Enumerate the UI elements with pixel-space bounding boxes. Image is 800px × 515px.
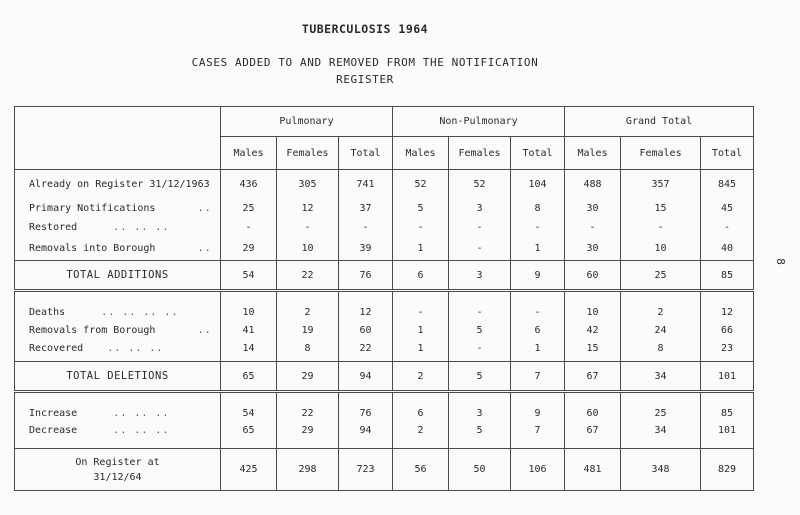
row-label: Recovered .. .. .. [15, 340, 221, 362]
cell: 37 [339, 199, 393, 218]
cell: 845 [701, 170, 754, 199]
cell: 15 [621, 199, 701, 218]
cell: 298 [277, 449, 339, 491]
cell: 22 [339, 340, 393, 362]
cell: 66 [701, 321, 754, 340]
table-row-restored [15, 218, 754, 237]
table-row-removals-from [15, 321, 754, 340]
cell: 10 [565, 291, 621, 321]
cell: 29 [221, 237, 277, 261]
cell: 54 [221, 261, 277, 291]
row-label: On Register at 31/12/64 [15, 449, 221, 491]
table-row-total-deletions [15, 362, 754, 392]
group-header-pulmonary: Pulmonary [221, 107, 393, 137]
cell: 357 [621, 170, 701, 199]
cell: 1 [393, 237, 449, 261]
cell: 52 [393, 170, 449, 199]
cell: 76 [339, 261, 393, 291]
cell: 45 [701, 199, 754, 218]
row-label: Primary Notifications .. [15, 199, 221, 218]
cell: 106 [511, 449, 565, 491]
cell: 22 [277, 392, 339, 423]
cell: 42 [565, 321, 621, 340]
cell: 2 [393, 362, 449, 392]
cell: 54 [221, 392, 277, 423]
row-label: Increase .. .. .. [15, 392, 221, 423]
cell: 30 [565, 237, 621, 261]
cell: - [339, 218, 393, 237]
cell: - [621, 218, 701, 237]
cell: 60 [565, 392, 621, 423]
document-title: TUBERCULOSIS 1964 [301, 22, 429, 36]
cell: 7 [511, 362, 565, 392]
cell: 76 [339, 392, 393, 423]
cell: 8 [621, 340, 701, 362]
col-header: Females [449, 137, 511, 170]
cell: 85 [701, 261, 754, 291]
col-header: Males [393, 137, 449, 170]
cell: 24 [621, 321, 701, 340]
cell: 425 [221, 449, 277, 491]
cell: 60 [565, 261, 621, 291]
cell: 1 [393, 321, 449, 340]
cell: 8 [511, 199, 565, 218]
col-header: Males [221, 137, 277, 170]
row-label: Decrease .. .. .. [15, 423, 221, 449]
cell: - [449, 340, 511, 362]
cell: 1 [511, 340, 565, 362]
cell: - [393, 291, 449, 321]
cell: 56 [393, 449, 449, 491]
subtitle-line-2: REGISTER [336, 73, 394, 86]
notification-register-table [14, 106, 754, 491]
table-row-deaths [15, 291, 754, 321]
cell: 41 [221, 321, 277, 340]
cell: 10 [277, 237, 339, 261]
cell: 19 [277, 321, 339, 340]
col-header: Total [339, 137, 393, 170]
cell: 8 [277, 340, 339, 362]
cell: 6 [511, 321, 565, 340]
cell: 741 [339, 170, 393, 199]
cell: 2 [393, 423, 449, 449]
cell: 39 [339, 237, 393, 261]
cell: - [449, 218, 511, 237]
col-header: Females [277, 137, 339, 170]
cell: 9 [511, 261, 565, 291]
cell: 723 [339, 449, 393, 491]
cell: 22 [277, 261, 339, 291]
cell: 6 [393, 261, 449, 291]
group-header-non-pulmonary: Non-Pulmonary [393, 107, 565, 137]
cell: - [449, 291, 511, 321]
table-row-recovered [15, 340, 754, 362]
cell: 5 [449, 362, 511, 392]
cell: 101 [701, 362, 754, 392]
row-label: Restored .. .. .. [15, 218, 221, 237]
cell: 25 [621, 392, 701, 423]
col-header: Total [511, 137, 565, 170]
cell: - [449, 237, 511, 261]
cell: 30 [565, 199, 621, 218]
cell: 3 [449, 199, 511, 218]
cell: 12 [277, 199, 339, 218]
table-row-on-register [15, 449, 754, 491]
cell: 85 [701, 392, 754, 423]
col-header: Total [701, 137, 754, 170]
cell: 1 [393, 340, 449, 362]
cell: 65 [221, 362, 277, 392]
cell: 481 [565, 449, 621, 491]
cell: 25 [221, 199, 277, 218]
cell: 67 [565, 362, 621, 392]
table-row-increase [15, 392, 754, 423]
row-label: Deaths .. .. .. .. [15, 291, 221, 321]
cell: 2 [621, 291, 701, 321]
subtitle-line-1: CASES ADDED TO AND REMOVED FROM THE NOTIFICATION [191, 56, 539, 69]
row-label: TOTAL ADDITIONS [15, 261, 221, 291]
cell: 60 [339, 321, 393, 340]
cell: 10 [621, 237, 701, 261]
row-label: Removals from Borough .. [15, 321, 221, 340]
cell: 14 [221, 340, 277, 362]
cell: 9 [511, 392, 565, 423]
cell: 12 [701, 291, 754, 321]
cell: 305 [277, 170, 339, 199]
group-header-grand-total: Grand Total [565, 107, 754, 137]
cell: - [221, 218, 277, 237]
cell: 34 [621, 423, 701, 449]
cell: 10 [221, 291, 277, 321]
cell: 94 [339, 423, 393, 449]
cell: 40 [701, 237, 754, 261]
row-label: Removals into Borough .. [15, 237, 221, 261]
cell: 5 [449, 423, 511, 449]
cell: - [393, 218, 449, 237]
cell: 829 [701, 449, 754, 491]
cell: 94 [339, 362, 393, 392]
cell: 25 [621, 261, 701, 291]
cell: - [277, 218, 339, 237]
cell: 50 [449, 449, 511, 491]
cell: - [511, 218, 565, 237]
cell: 436 [221, 170, 277, 199]
cell: 3 [449, 392, 511, 423]
cell: - [701, 218, 754, 237]
header-blank [15, 107, 221, 170]
cell: 1 [511, 237, 565, 261]
cell: 29 [277, 423, 339, 449]
col-header: Females [621, 137, 701, 170]
table-row-removals-into [15, 237, 754, 261]
cell: 104 [511, 170, 565, 199]
cell: 101 [701, 423, 754, 449]
row-label: Already on Register 31/12/1963 [15, 170, 221, 199]
cell: 3 [449, 261, 511, 291]
cell: - [511, 291, 565, 321]
row-label: TOTAL DELETIONS [15, 362, 221, 392]
cell: 15 [565, 340, 621, 362]
col-header: Males [565, 137, 621, 170]
cell: 12 [339, 291, 393, 321]
cell: 488 [565, 170, 621, 199]
cell: 348 [621, 449, 701, 491]
cell: 2 [277, 291, 339, 321]
table-row-primary [15, 199, 754, 218]
table-row-already [15, 170, 754, 199]
cell: 6 [393, 392, 449, 423]
cell: 52 [449, 170, 511, 199]
cell: 67 [565, 423, 621, 449]
table-row-total-additions [15, 261, 754, 291]
cell: 5 [449, 321, 511, 340]
cell: 7 [511, 423, 565, 449]
cell: 34 [621, 362, 701, 392]
page-number: 8 [773, 258, 787, 265]
cell: 29 [277, 362, 339, 392]
cell: 65 [221, 423, 277, 449]
group-header-row [15, 107, 754, 137]
cell: 5 [393, 199, 449, 218]
table-row-decrease [15, 423, 754, 449]
cell: 23 [701, 340, 754, 362]
cell: - [565, 218, 621, 237]
